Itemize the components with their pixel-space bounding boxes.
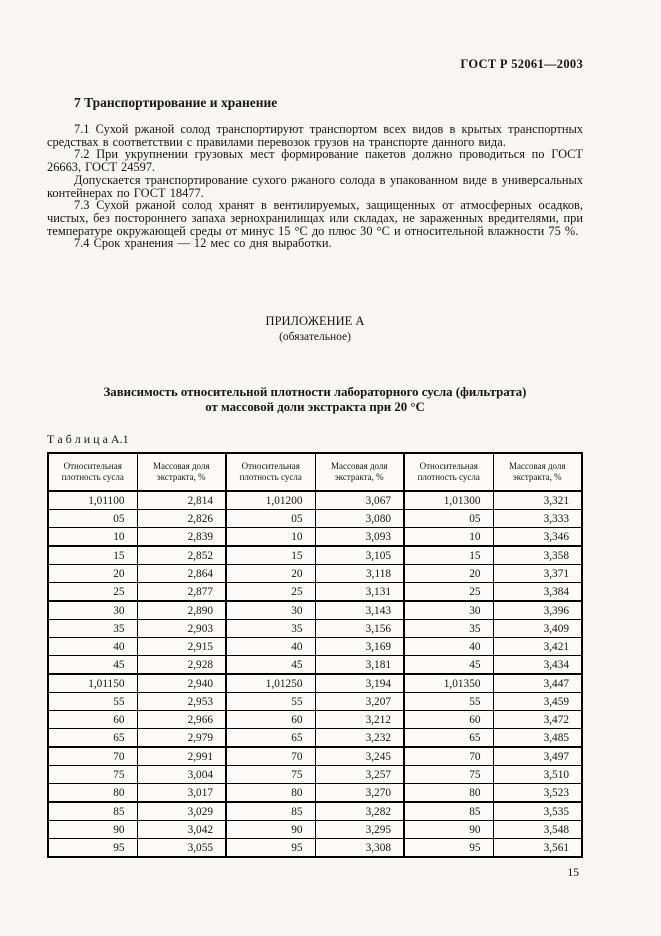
table-cell: 70 [48,747,137,766]
table-cell: 3,497 [493,747,582,766]
table-cell: 85 [48,802,137,821]
table-cell: 3,212 [315,711,404,729]
table-cell: 70 [404,747,493,766]
table-cell: 35 [404,620,493,638]
table-cell: 2,953 [137,693,226,711]
table-cell: 30 [226,601,315,620]
table-cell: 95 [48,839,137,858]
table-row [48,839,582,858]
table-cell: 90 [404,821,493,839]
table-cell: 3,561 [493,839,582,858]
table-cell: 3,004 [137,766,226,784]
table-cell: 3,333 [493,510,582,528]
table-cell: 3,548 [493,821,582,839]
table-cell: 55 [226,693,315,711]
table-cell: 3,169 [315,638,404,656]
table-cell: 3,485 [493,729,582,748]
table-cell: 55 [404,693,493,711]
table-cell: 20 [404,565,493,583]
table-cell: 3,510 [493,766,582,784]
section-paragraphs [47,123,583,250]
table-cell: 35 [226,620,315,638]
table-cell: 05 [404,510,493,528]
table-cell: 80 [226,784,315,803]
table-cell: 05 [226,510,315,528]
table-cell: 1,01350 [404,674,493,693]
table-cell: 70 [226,747,315,766]
table-column-header: Массовая доля экстракта, % [493,453,582,491]
table-head [48,453,582,491]
table-row [48,620,582,638]
table-cell: 3,523 [493,784,582,803]
table-row [48,729,582,748]
table-cell: 60 [226,711,315,729]
table-cell: 3,017 [137,784,226,803]
table-cell: 3,080 [315,510,404,528]
table-cell: 3,245 [315,747,404,766]
table-cell: 15 [404,546,493,565]
table-row [48,491,582,510]
table-cell: 3,396 [493,601,582,620]
table-cell: 90 [48,821,137,839]
table-cell: 3,257 [315,766,404,784]
table-row [48,674,582,693]
table-row [48,784,582,803]
table-cell: 75 [404,766,493,784]
table-cell: 3,270 [315,784,404,803]
table-cell: 65 [226,729,315,748]
table-cell: 80 [404,784,493,803]
table-cell: 1,01300 [404,491,493,510]
table-cell: 80 [48,784,137,803]
table-row [48,510,582,528]
table-column-header: Массовая доля экстракта, % [315,453,404,491]
appendix-title [47,385,583,415]
table-cell: 45 [48,656,137,675]
table-row [48,656,582,675]
table-cell: 40 [48,638,137,656]
table-cell: 75 [226,766,315,784]
page-number: 15 [567,867,579,880]
table-cell: 1,01100 [48,491,137,510]
table-cell: 55 [48,693,137,711]
section-heading: 7 Транспортирование и хранение [74,95,278,110]
table-cell: 1,01200 [226,491,315,510]
table-cell: 3,321 [493,491,582,510]
table-cell: 3,118 [315,565,404,583]
body-paragraph: 7.3 Сухой ржаной солод хранят в вентилируемых, защищенных от атмосферных осадков, чистых, без постороннего запаха зернохранилищах или складах, не зараженных вредителями, при температуре окружающей среды от минус 15 °С до плюс 30 °С и относительной влажности 75 %. [47,198,583,238]
table-cell: 2,928 [137,656,226,675]
table-cell: 2,991 [137,747,226,766]
table-cell: 1,01250 [226,674,315,693]
table-label: Т а б л и ц а А.1 [47,432,129,447]
table-cell: 15 [226,546,315,565]
table-cell: 15 [48,546,137,565]
table-cell: 60 [48,711,137,729]
table-row [48,528,582,547]
table-cell: 3,535 [493,802,582,821]
table-column-header: Относительная плотность сусла [48,453,137,491]
table-column-header: Относительная плотность сусла [404,453,493,491]
table-cell: 1,01150 [48,674,137,693]
table-cell: 3,029 [137,802,226,821]
table-row [48,802,582,821]
table-cell: 20 [48,565,137,583]
table-cell: 65 [48,729,137,748]
table-body [48,491,582,857]
table-cell: 40 [404,638,493,656]
table-cell: 2,890 [137,601,226,620]
table-cell: 25 [226,583,315,602]
table-cell: 3,409 [493,620,582,638]
table-column-header: Относительная плотность сусла [226,453,315,491]
table-cell: 90 [226,821,315,839]
table-cell: 3,093 [315,528,404,547]
table-cell: 3,447 [493,674,582,693]
page-content [47,0,583,879]
table-cell: 3,194 [315,674,404,693]
table-cell: 25 [404,583,493,602]
table-cell: 2,979 [137,729,226,748]
table-cell: 3,434 [493,656,582,675]
table-cell: 2,877 [137,583,226,602]
table-row [48,711,582,729]
body-paragraph: 7.4 Срок хранения — 12 мес со дня выработки. [74,236,332,251]
table-row [48,583,582,602]
table-cell: 85 [404,802,493,821]
table-row [48,601,582,620]
table-cell: 3,308 [315,839,404,858]
table-cell: 10 [404,528,493,547]
table-cell: 3,143 [315,601,404,620]
table-column-header: Массовая доля экстракта, % [137,453,226,491]
table-cell: 3,042 [137,821,226,839]
table-cell: 85 [226,802,315,821]
table-row [48,565,582,583]
table-cell: 3,472 [493,711,582,729]
table-cell: 40 [226,638,315,656]
table-cell: 2,940 [137,674,226,693]
table-cell: 3,384 [493,583,582,602]
table-cell: 30 [404,601,493,620]
table-cell: 3,156 [315,620,404,638]
table-row [48,821,582,839]
table-cell: 45 [404,656,493,675]
table-cell: 3,371 [493,565,582,583]
table-cell: 95 [226,839,315,858]
table-cell: 10 [48,528,137,547]
table-cell: 3,459 [493,693,582,711]
appendix-label: ПРИЛОЖЕНИЕ А [265,314,365,329]
table-cell: 20 [226,565,315,583]
table-cell: 2,826 [137,510,226,528]
table-cell: 3,055 [137,839,226,858]
table-cell: 2,839 [137,528,226,547]
table-row [48,766,582,784]
table-row [48,693,582,711]
table-cell: 10 [226,528,315,547]
appendix-title-line1: Зависимость относительной плотности лабораторного сусла (фильтрата) [103,385,527,400]
table-cell: 3,421 [493,638,582,656]
table-row [48,638,582,656]
table-cell: 3,295 [315,821,404,839]
table-cell: 3,105 [315,546,404,565]
table-cell: 05 [48,510,137,528]
table-cell: 2,852 [137,546,226,565]
table-cell: 35 [48,620,137,638]
table-cell: 65 [404,729,493,748]
table-cell: 3,232 [315,729,404,748]
doc-code-header: ГОСТ Р 52061—2003 [460,57,583,71]
table-cell: 95 [404,839,493,858]
table-cell: 30 [48,601,137,620]
table-row [48,546,582,565]
table-cell: 2,915 [137,638,226,656]
table-cell: 3,131 [315,583,404,602]
table-row [48,747,582,766]
table-cell: 45 [226,656,315,675]
appendix-title-line2: от массовой доли экстракта при 20 °С [205,400,425,415]
table-cell: 3,067 [315,491,404,510]
table-cell: 75 [48,766,137,784]
table-cell: 2,864 [137,565,226,583]
table-header-row [48,453,582,491]
table-cell: 3,181 [315,656,404,675]
body-paragraph: 7.2 При укрупнении грузовых мест формирование пакетов должно проводиться по ГОСТ 26663, ГОСТ 24597. [47,147,583,175]
density-extract-table [47,452,583,858]
table-cell: 3,207 [315,693,404,711]
table-cell: 3,358 [493,546,582,565]
table-cell: 3,282 [315,802,404,821]
body-paragraph: 7.1 Сухой ржаной солод транспортируют транспортом всех видов в крытых транспортных средствах в соответствии с правилами перевозок грузов на транспорте данного вида. [47,122,583,149]
table-cell: 3,346 [493,528,582,547]
table-cell: 25 [48,583,137,602]
appendix-note: (обязательное) [279,331,351,344]
table-cell: 2,966 [137,711,226,729]
body-paragraph: Допускается транспортирование сухого ржаного солода в упакованном виде в универсальных контейнерах по ГОСТ 18477. [47,172,583,200]
table-cell: 2,814 [137,491,226,510]
table-cell: 60 [404,711,493,729]
table-cell: 2,903 [137,620,226,638]
